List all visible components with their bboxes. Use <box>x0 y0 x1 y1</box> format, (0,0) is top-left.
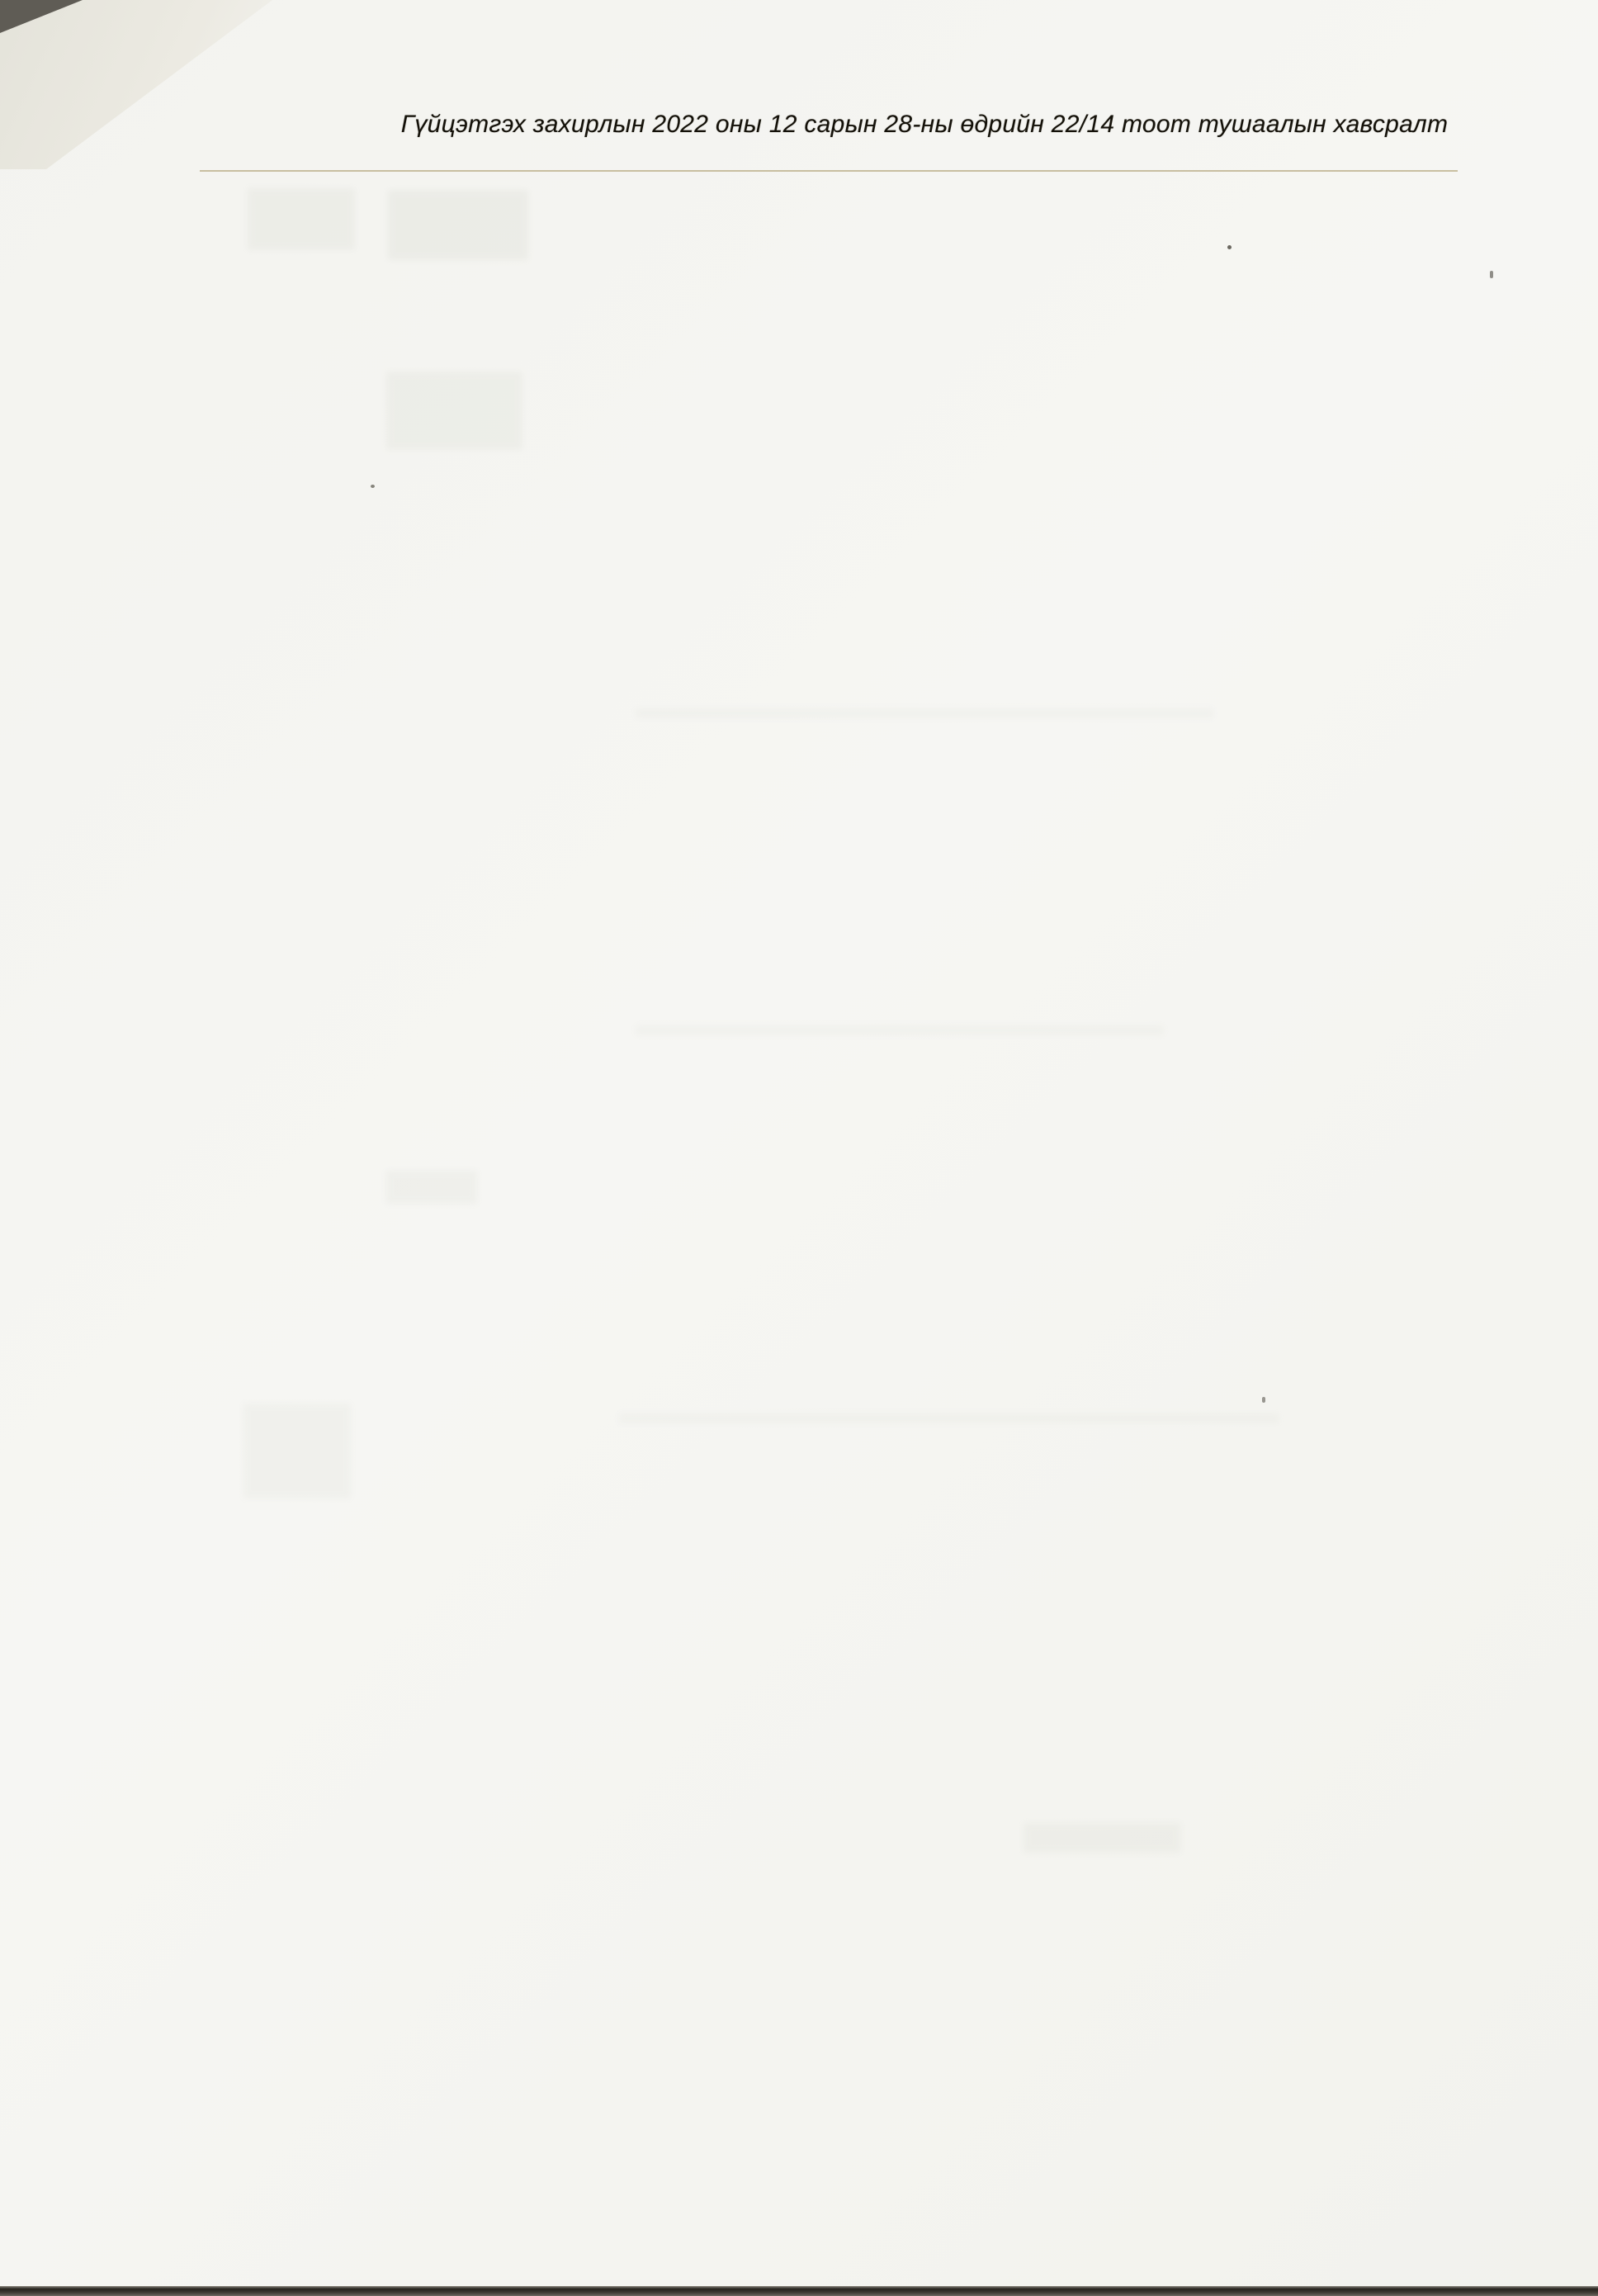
bleedthrough-artifact <box>386 1171 477 1204</box>
bleedthrough-artifact <box>386 372 522 450</box>
scan-speck-artifact <box>1490 271 1493 278</box>
bleedthrough-artifact <box>1024 1823 1180 1853</box>
scan-speck-artifact <box>1227 245 1232 249</box>
bleedthrough-artifact <box>636 708 1213 718</box>
bleedthrough-artifact <box>636 1025 1164 1035</box>
scan-edge-artifact <box>0 2286 1598 2296</box>
scan-double-line-artifact <box>200 170 1458 172</box>
bleedthrough-artifact <box>619 1413 1279 1423</box>
scan-speck-artifact <box>1262 1397 1265 1403</box>
scan-page-curl-artifact <box>0 0 272 169</box>
bleedthrough-artifact <box>243 1404 351 1498</box>
scan-speck-artifact <box>371 485 375 488</box>
appendix-header-note: Гүйцэтгэх захирлын 2022 оны 12 сарын 28-ны өдрийн 22/14 тоот тушаалын хавсралт <box>400 111 1449 138</box>
bleedthrough-artifact <box>388 190 528 260</box>
bleedthrough-artifact <box>248 188 355 250</box>
